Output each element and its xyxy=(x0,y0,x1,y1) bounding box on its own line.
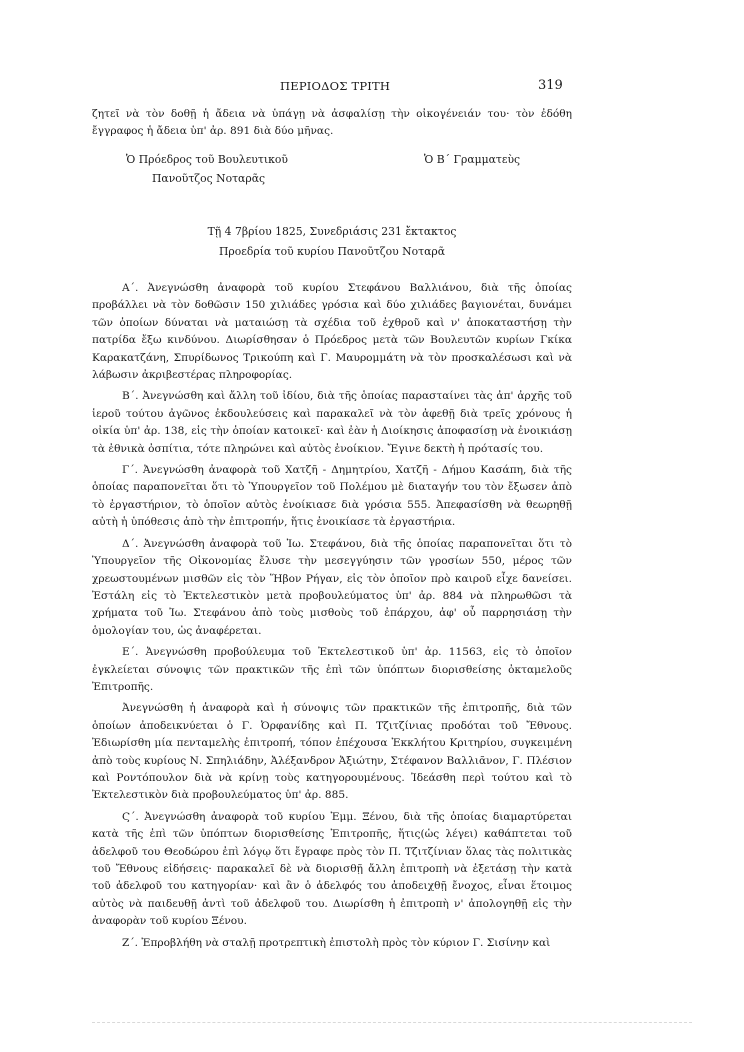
section-label: Ε΄. xyxy=(122,646,139,659)
section-e xyxy=(92,644,572,696)
section-label: Ζ΄. xyxy=(122,936,139,949)
section-c xyxy=(92,462,572,532)
page-header xyxy=(0,79,744,99)
session-presidency: Προεδρία τοῦ κυρίου Πανοῦτζου Νοταρᾶ xyxy=(218,245,446,258)
section-label: Β΄. xyxy=(122,390,139,403)
president-signature xyxy=(126,150,288,188)
section-a xyxy=(92,280,572,384)
section-text: Ἐπροβλήθη νὰ σταλῇ προτρεπτικὴ ἐπιστολὴ πρὸς τὸν κύριον Γ. Σισίνην καὶ xyxy=(141,936,551,949)
section-text: Ἀνεγνώσθη ἀναφορὰ τοῦ κυρίου Ἐμμ. Ξένου, διὰ τῆς ὁποίας διαμαρτύρεται κατὰ τῆς ἐπὶ τῶν ὑπόπτων διορισθείσης Ἐπιτροπῆς, ἥτις(ὡς λέγει) καθάπτεται τοῦ ἀδελφοῦ του Θεοδώρου ἐπὶ λόγῳ ὅτι ἔγραφε πρὸς τὸν Π. Τζιτζίνιαν ὅλας τὰς πολιτικὰς τοῦ Ἔθνους εἰδήσεις· παρακαλεῖ δὲ νὰ διορισθῇ ἄλλη ἐπιτροπὴ νὰ ἐξετάσῃ τὴν κατὰ τοῦ ἀδελφοῦ του κατηγορίαν· καὶ ἂν ὁ ἀδελφός του ἀποδειχθῇ ἔνοχος, εἶναι ἕτοιμος αὐτὸς νὰ παιδευθῇ ἀντὶ τοῦ ἀδελφοῦ του. Διωρίσθη ἡ ἐπιτροπὴ ν' ἀπολογηθῇ εἰς τὴν ἀναφορὰν τοῦ κυρίου Ξένου. xyxy=(92,810,572,928)
section-text: Ἀνεγνώσθη ἀναφορὰ τοῦ κυρίου Στεφάνου Βαλλιάνου, διὰ τῆς ὁποίας προβάλλει νὰ τὸν δοθῶσιν 150 χιλιάδες γρόσια καὶ δύο χιλιάδες βαγιονέται, δυνάμει τῶν ὁποίων δύναται νὰ ματαιώσῃ τὰ σχέδια τοῦ ἐχθροῦ καὶ ν' ἀποκαταστήσῃ τὴν πατρίδα ἔξω κινδύνου. Διωρίσθησαν ὁ Πρόεδρος μετὰ τῶν Βουλευτῶν κυρίων Γκίκα Καρακατζάνη, Σπυρίδωνος Τρικούπη καὶ Γ. Μαυρομμάτη νὰ τὸν προσκαλέσωσι καὶ νὰ λάβωσιν ἀκριβεστέρας πληροφορίας. xyxy=(92,282,572,382)
running-head: ΠΕΡΙΟΔΟΣ ΤΡΙΤΗ xyxy=(280,79,391,93)
section-d xyxy=(92,536,572,640)
section-text: Ἀνεγνώσθη ἡ ἀναφορὰ καὶ ἡ σύνοψις τῶν πρακτικῶν τῆς ἐπιτροπῆς, διὰ τῶν ὁποίων ἀποδεικνύεται ὁ Γ. Ὀρφανίδης καὶ Π. Τζιτζίνιας προδόται τοῦ Ἔθνους. Ἐδιωρίσθη μία πενταμελὴς ἐπιτροπή, τόπον ἐπέχουσα Ἐκκλήτου Κριτηρίου, συγκειμένη ἀπὸ τοὺς κυρίους Ν. Σπηλιάδην, Ἀλέξανδρον Ἀξιώτην, Στέφανον Βαλλιᾶνον, Γ. Πλέσιον καὶ Ροντόπουλον διὰ νὰ κρίνῃ τοὺς κατηγορουμένους. Ἰδεάσθη περὶ τούτου καὶ τὸ Ἐκτελεστικὸν διὰ προβουλεύματος ὑπ' ἀρ. 885. xyxy=(92,702,572,802)
section-z xyxy=(92,935,572,952)
sections-list xyxy=(92,280,572,956)
secretary-title: Ὁ Β΄ Γραμματεὺς xyxy=(424,153,521,166)
opening-paragraph xyxy=(92,106,572,141)
president-name: Πανοῦτζος Νοταρᾶς xyxy=(152,172,266,185)
section-label: Ϛ΄. xyxy=(122,810,139,823)
section-text: Ἀνεγνώσθη προβούλευμα τοῦ Ἐκτελεστικοῦ ὑπ' ἀρ. 11563, εἰς τὸ ὁποῖον ἐγκλείεται σύνοψις τῶν πρακτικῶν τῆς ἐπὶ τῶν ὑπόπτων διορισθείσης ὀκταμελοῦς Ἐπιτροπῆς. xyxy=(92,646,573,693)
section-label: Γ΄. xyxy=(122,464,139,477)
section-text: Ἀνεγνώσθη ἀναφορὰ τοῦ Ἰω. Στεφάνου, διὰ τῆς ὁποίας παραπονεῖται ὅτι τὸ Ὑπουργεῖον τῆς Οἰκονομίας ἔλυσε τὴν μεσεγγύησιν τῶν γροσίων 550, μέρος τῶν χρεωστουμένων μισθῶν εἰς τὸν Ἥβον Ρήγαν, εἰς τὸν ὁποῖον πρὸ καιροῦ εἶχε δανείσει. Ἐστάλη εἰς τὸ Ἐκτελεστικὸν μετὰ προβουλεύματος ὑπ' ἀρ. 884 νὰ πληρωθῶσι τὰ χρήματα τοῦ Ἰω. Στεφάνου ἀπὸ τοὺς μισθοὺς τοῦ ἐπάρχου, ἀφ' οὗ παρρησιάσῃ τὴν ὁμολογίαν του, ὡς ἀναφέρεται. xyxy=(92,537,572,637)
section-label: Δ΄. xyxy=(122,537,139,550)
section-text: Ἀνεγνώσθη καὶ ἄλλη τοῦ ἰδίου, διὰ τῆς ὁποίας παρασταίνει τὰς ἀπ' ἀρχῆς τοῦ ἱεροῦ τούτου ἀγῶνος ἐκδουλεύσεις καὶ παρακαλεῖ νὰ τὸν ἀφεθῇ διὰ τρεῖς χρόνους ἡ οἰκία ὑπ' ἀρ. 138, εἰς τὴν ὁποίαν κατοικεῖ· καὶ ἐὰν ἡ Διοίκησις ἀποφασίσῃ νὰ ἐνοικιάσῃ τὰ ἐθνικὰ ὀσπίτια, τότε πληρώνει καὶ αὐτὸς ἐνοίκιον. Ἔγινε δεκτὴ ἡ πρότασίς του. xyxy=(92,390,572,455)
section-e-continued xyxy=(92,700,572,804)
president-title: Ὁ Πρόεδρος τοῦ Βουλευτικοῦ xyxy=(126,153,288,166)
session-heading xyxy=(92,222,572,262)
secretary-signature xyxy=(424,150,520,169)
section-b xyxy=(92,388,572,458)
section-text: Ἀνεγνώσθη ἀναφορὰ τοῦ Χατζῆ - Δημητρίου, Χατζῆ - Δήμου Κασάπη, διὰ τῆς ὁποίας παραπονεῖται ὅτι τὸ Ὑπουργεῖον τοῦ Πολέμου μὲ διαταγήν του τὸν ἔξωσεν ἀπὸ τὸ ἐργαστήριον, τὸ ὁποῖον αὐτὸς ἐνοίκιασε διὰ γρόσια 555. Ἀπεφασίσθη νὰ θεωρηθῇ αὐτὴ ἡ ὑπόθεσις ἀπὸ τὴν ἐπιτροπήν, ἥτις ἐνοικίασε τὰ ἐργαστήρια. xyxy=(92,464,572,529)
section-st xyxy=(92,809,572,931)
session-date-line: Τῇ 4 7βρίου 1825, Συνεδριάσις 231 ἔκτακτος xyxy=(207,225,457,238)
page-number: 319 xyxy=(538,78,563,93)
section-label: Α΄. xyxy=(122,282,139,294)
scan-edge-rule xyxy=(92,1022,692,1023)
opening-text: ζητεῖ νὰ τὸν δοθῇ ἡ ἄδεια νὰ ὑπάγῃ νὰ ἀσφαλίσῃ τὴν οἰκογένειάν του· τὸν ἐδόθη ἔγγραφος ἡ ἄδεια ὑπ' ἀρ. 891 διὰ δύο μῆνας. xyxy=(92,108,572,138)
